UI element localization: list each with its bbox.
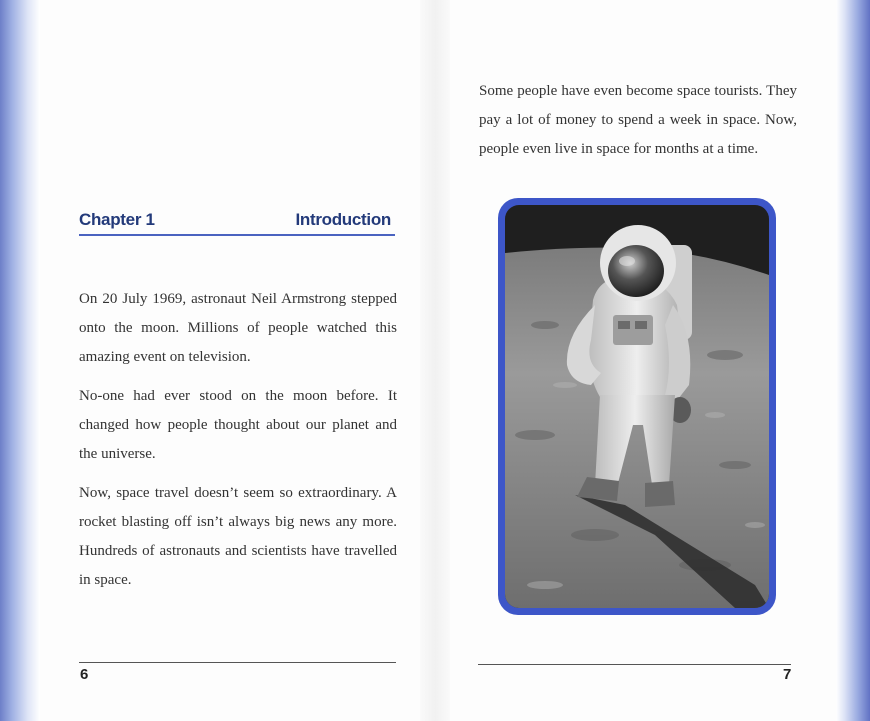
astronaut-on-moon-photo <box>505 205 769 608</box>
right-page-edge <box>836 0 870 721</box>
book-gutter <box>420 0 450 721</box>
footer-rule-right <box>478 664 791 665</box>
page-number-left: 6 <box>80 666 89 683</box>
right-page-body <box>479 77 797 174</box>
chapter-heading <box>79 208 395 236</box>
page-number-right: 7 <box>783 666 792 683</box>
left-page-edge <box>0 0 40 721</box>
footer-rule-left <box>79 662 396 663</box>
paragraph: Now, space travel doesn’t seem so extraordinary. A rocket blasting off isn’t always big news any more. Hundreds of astronauts and scientists have travelled in space. <box>79 485 397 588</box>
left-page-body <box>79 285 397 605</box>
chapter-title: Introduction <box>295 210 391 229</box>
paragraph: No-one had ever stood on the moon before. It changed how people thought about our planet and the universe. <box>79 388 397 462</box>
photo-frame <box>498 198 776 615</box>
paragraph: On 20 July 1969, astronaut Neil Armstrong stepped onto the moon. Millions of people watched this amazing event on television. <box>79 291 397 365</box>
paragraph: Some people have even become space tourists. They pay a lot of money to spend a week in space. Now, people even live in space for months at a time. <box>479 83 797 157</box>
chapter-label: Chapter 1 <box>79 210 155 229</box>
